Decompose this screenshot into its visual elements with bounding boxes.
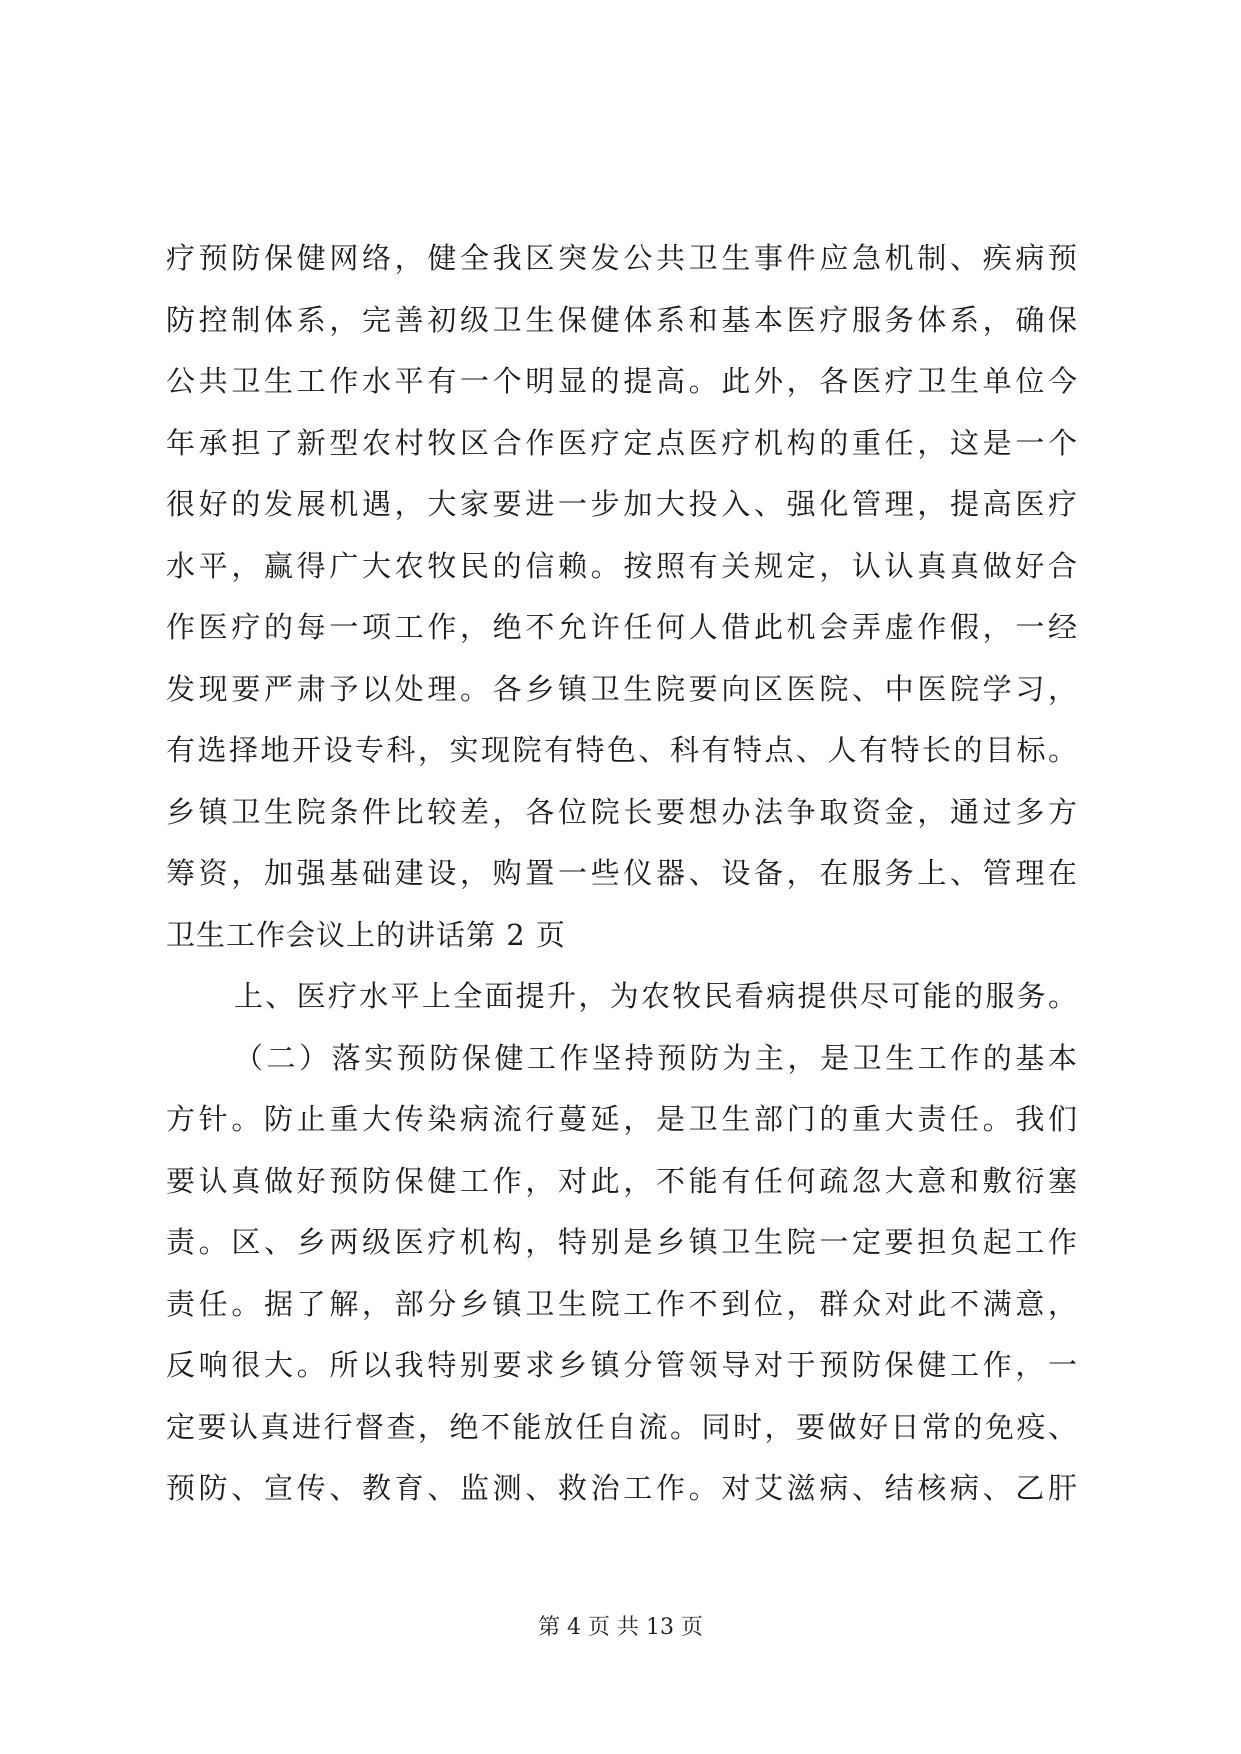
text-line: 筹资，加强基础建设，购置一些仪器、设备，在服务上、管理在 [166, 856, 1078, 890]
text-line: 乡镇卫生院条件比较差，各位院长要想办法争取资金，通过多方 [166, 794, 1078, 829]
text-line: 很好的发展机遇，大家要进一步加大投入、强化管理，提高医疗 [166, 487, 1078, 521]
body-text [166, 228, 1078, 1520]
text-line: 责任。据了解，部分乡镇卫生院工作不到位，群众对此不满意， [166, 1286, 1078, 1321]
text-line: 公共卫生工作水平有一个明显的提高。此外，各医疗卫生单位今 [166, 364, 1078, 398]
text-line: 年承担了新型农村牧区合作医疗定点医疗机构的重任，这是一个 [166, 425, 1078, 460]
text-line: 发现要严肃予以处理。各乡镇卫生院要向区医院、中医院学习， [166, 671, 1078, 706]
text-line: 有选择地开设专科，实现院有特色、科有特点、人有特长的目标。 [166, 733, 1078, 767]
text-line: 防控制体系，完善初级卫生保健体系和基本医疗服务体系，确保 [166, 302, 1078, 337]
text-line: 方针。防止重大传染病流行蔓延，是卫生部门的重大责任。我们 [166, 1102, 1078, 1136]
text-line: 疗预防保健网络，健全我区突发公共卫生事件应急机制、疾病预 [166, 241, 1078, 275]
text-line: 上、医疗水平上全面提升，为农牧民看病提供尽可能的服务。 [234, 979, 1078, 1013]
page-footer: 第 4 页 共 13 页 [538, 1615, 703, 1640]
page-break-label: 卫生工作会议上的讲话第 2 页 [166, 917, 566, 952]
text-line: 责。区、乡两级医疗机构，特别是乡镇卫生院一定要担负起工作 [166, 1225, 1078, 1259]
text-line: 要认真做好预防保健工作，对此，不能有任何疏忽大意和敷衍塞 [166, 1163, 1078, 1198]
section-heading-line: （二）落实预防保健工作坚持预防为主，是卫生工作的基本 [234, 1040, 1078, 1075]
text-line: 作医疗的每一项工作，绝不允许任何人借此机会弄虚作假，一经 [166, 610, 1078, 644]
text-line: 定要认真进行督查，绝不能放任自流。同时，要做好日常的免疫、 [166, 1409, 1078, 1444]
text-line: 预防、宣传、教育、监测、救治工作。对艾滋病、结核病、乙肝 [166, 1471, 1078, 1505]
text-line: 反响很大。所以我特别要求乡镇分管领导对于预防保健工作，一 [166, 1348, 1078, 1382]
text-line: 水平，赢得广大农牧民的信赖。按照有关规定，认认真真做好合 [166, 548, 1078, 583]
